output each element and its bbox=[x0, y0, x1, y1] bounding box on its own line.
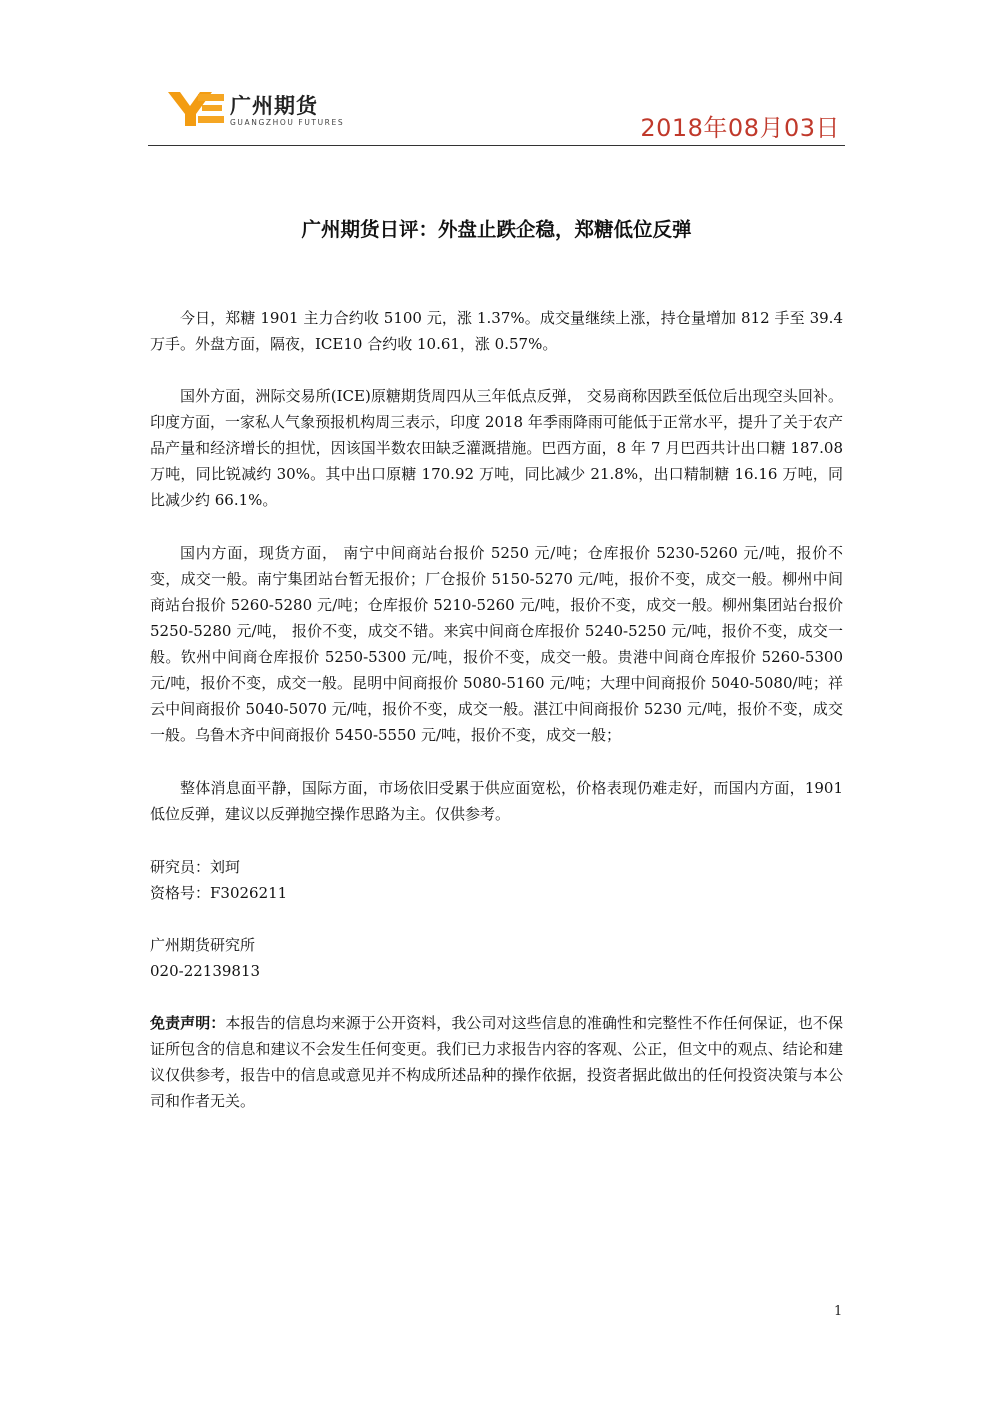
paragraph-international: 国外方面，洲际交易所(ICE)原糖期货周四从三年低点反弹， 交易商称因跌至低位后出现空头回补。印度方面，一家私人气象预报机构周三表示，印度 2018 年季雨降雨可能低于正常水平，提升了关于农产品产量和经济增长的担忧，因该国半数农田缺乏灌溉措施。巴西方面，8 年 7 月巴西共计出口糖 187.08 万吨，同比锐减约 30%。其中出口原糖 170.92 万吨，同比减少 21.8%，出口精制糖 16.16 万吨，同比减少约 66.1%。 bbox=[150, 387, 843, 509]
disclaimer-label: 免责声明： bbox=[150, 1014, 226, 1032]
logo-english-name: GUANGZHOU FUTURES bbox=[230, 118, 345, 127]
paragraph-market-summary: 今日，郑糖 1901 主力合约收 5100 元，涨 1.37%。成交量继续上涨，持仓量增加 812 手至 39.4 万手。外盘方面，隔夜，ICE10 合约收 10.61，涨 0.57%。 bbox=[150, 309, 843, 353]
page-number: 1 bbox=[834, 1304, 843, 1319]
header-divider bbox=[148, 145, 845, 146]
researcher-name: 研究员：刘珂 bbox=[150, 858, 241, 876]
institute-phone: 020-22139813 bbox=[150, 962, 261, 980]
report-title: 广州期货日评：外盘止跌企稳，郑糖低位反弹 bbox=[301, 218, 692, 241]
paragraph-domestic-spot: 国内方面，现货方面， 南宁中间商站台报价 5250 元/吨；仓库报价 5230-5260 元/吨，报价不变，成交一般。南宁集团站台暂无报价；厂仓报价 5150-5270 元/吨，报价不变，成交一般。柳州中间商站台报价 5260-5280 元/吨；仓库报价 5210-5260 元/吨，报价不变，成交一般。柳州集团站台报价 5250-5280 元/吨， 报价不变，成交不错。来宾中间商仓库报价 5240-5250 元/吨，报价不变，成交一般。钦州中间商仓库报价 5250-5300 元/吨，报价不变，成交一般。贵港中间商仓库报价 5260-5300 元/吨，报价不变，成交一般。昆明中间商报价 5080-5160 元/吨；大理中间商报价 5040-5080/吨；祥云中间商报价 5040-5070 元/吨，报价不变，成交一般。湛江中间商报价 5230 元/吨，报价不变，成交一般。乌鲁木齐中间商报价 5450-5550 元/吨，报价不变，成交一般； bbox=[150, 544, 843, 744]
report-body bbox=[150, 305, 843, 1114]
company-logo bbox=[168, 86, 368, 136]
institute-name: 广州期货研究所 bbox=[150, 936, 256, 954]
logo-chinese-name: 广州期货 bbox=[230, 94, 318, 118]
page-header bbox=[148, 80, 845, 146]
paragraph-outlook: 整体消息面平静，国际方面，市场依旧受累于供应面宽松，价格表现仍难走好，而国内方面，1901 低位反弹，建议以反弹抛空操作思路为主。仅供参考。 bbox=[150, 779, 843, 823]
disclaimer bbox=[150, 1010, 843, 1114]
logo-mark-icon bbox=[168, 88, 226, 128]
researcher-cert: 资格号：F3026211 bbox=[150, 884, 288, 902]
disclaimer-text: 本报告的信息均来源于公开资料，我公司对这些信息的准确性和完整性不作任何保证，也不保证所包含的信息和建议不会发生任何变更。我们已力求报告内容的客观、公正，但文中的观点、结论和建议仅供参考，报告中的信息或意见并不构成所述品种的操作依据，投资者据此做出的任何投资决策与本公司和作者无关。 bbox=[150, 1014, 843, 1110]
report-date: 2018年08月03日 bbox=[640, 114, 840, 142]
